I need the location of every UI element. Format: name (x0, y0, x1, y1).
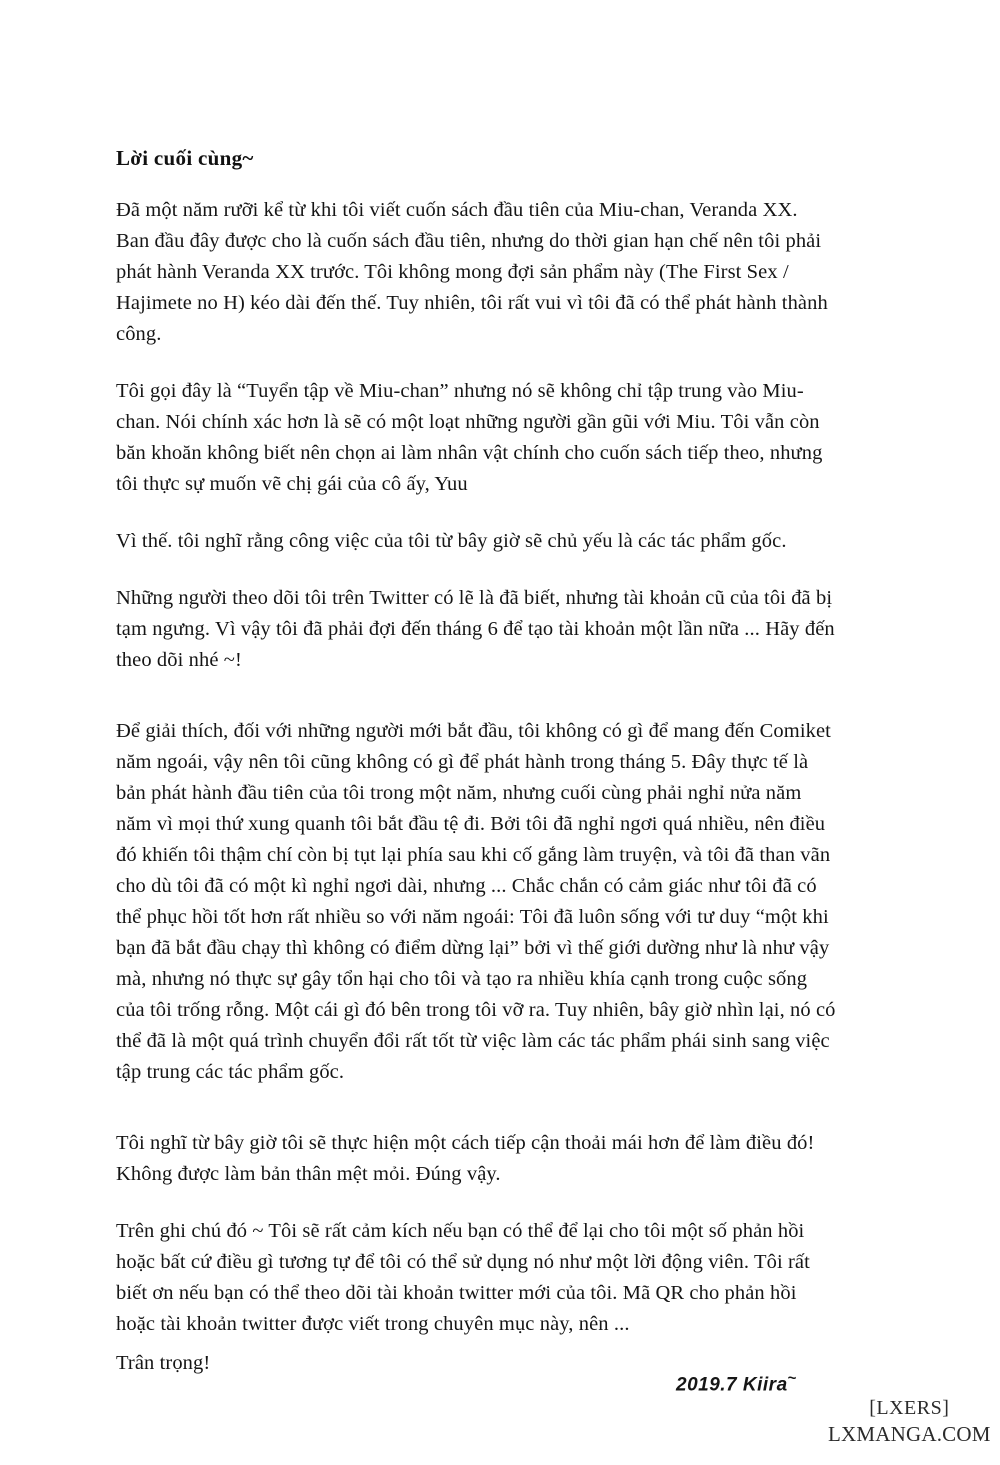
page-title: Lời cuối cùng~ (116, 146, 254, 170)
paragraph-4: Những người theo dõi tôi trên Twitter có lẽ là đã biết, nhưng tài khoản cũ của tôi đã bị tạm ngưng. Vì vậy tôi đã phải đợi đến tháng 6 để tạo tài khoản một lần nữa ... Hãy đến theo dõi nhé ~! (116, 587, 835, 671)
watermark-tag: [LXERS] (869, 1397, 950, 1419)
paragraph-3: Vì thế. tôi nghĩ rằng công việc của tôi từ bây giờ sẽ chủ yếu là các tác phẩm gốc. (116, 530, 787, 552)
watermark-domain: LXMANGA.COM (828, 1422, 991, 1446)
watermark (828, 1395, 991, 1448)
paragraph-5: Để giải thích, đối với những người mới bắt đầu, tôi không có gì để mang đến Comiket năm ngoái, vậy nên tôi cũng không có gì để phát hành trong tháng 5. Đây thực tế là bản phát hành đầu tiên của tôi trong một năm, nhưng cuối cùng phải nghỉ nửa năm năm vì mọi thứ xung quanh tôi bắt đầu tệ đi. Bởi tôi đã nghỉ ngơi quá nhiều, nên điều đó khiến tôi thậm chí còn bị tụt lại phía sau khi cố gắng làm truyện, và tôi đã than vãn cho dù tôi đã có một kì nghỉ ngơi dài, nhưng ... Chắc chắn có cảm giác như tôi đã có thể phục hồi tốt hơn rất nhiều so với năm ngoái: Tôi đã luôn sống với tư duy “một khi bạn đã bắt đầu chạy thì không có điểm dừng lại” bởi vì thế giới dường như là như vậy mà, nhưng nó thực sự gây tổn hại cho tôi và tạo ra nhiều khía cạnh trong cuộc sống của tôi trống rỗng. Một cái gì đó bên trong tôi vỡ ra. Tuy nhiên, bây giờ nhìn lại, nó có thể đã là một quá trình chuyển đổi rất tốt từ việc làm các tác phẩm phái sinh sang việc tập trung các tác phẩm gốc. (116, 720, 836, 1083)
paragraph-7: Trên ghi chú đó ~ Tôi sẽ rất cảm kích nếu bạn có thể để lại cho tôi một số phản hồi hoặc bất cứ điều gì tương tự để tôi có thể sử dụng nó như một lời động viên. Tôi rất biết ơn nếu bạn có thể theo dõi tài khoản twitter mới của tôi. Mã QR cho phản hồi hoặc tài khoản twitter được viết trong chuyên mục này, nên ... (116, 1220, 810, 1335)
signature-mark: ~ (787, 1370, 797, 1387)
paragraph-2: Tôi gọi đây là “Tuyển tập về Miu-chan” nhưng nó sẽ không chỉ tập trung vào Miu-chan. Nói chính xác hơn là sẽ có một loạt những người gần gũi với Miu. Tôi vẫn còn băn khoăn không biết nên chọn ai làm nhân vật chính cho cuốn sách tiếp theo, nhưng tôi thực sự muốn vẽ chị gái của cô ấy, Yuu (116, 380, 823, 495)
signature-date: 2019.7 (676, 1374, 738, 1396)
paragraph-8: Trân trọng! (116, 1352, 211, 1374)
signature-artist: Kiira (742, 1374, 788, 1396)
paragraph-6: Tôi nghĩ từ bây giờ tôi sẽ thực hiện một cách tiếp cận thoải mái hơn để làm điều đó! Không được làm bản thân mệt mỏi. Đúng vậy. (116, 1132, 815, 1185)
signature (676, 1370, 797, 1396)
paragraph-1: Đã một năm rưỡi kể từ khi tôi viết cuốn sách đầu tiên của Miu-chan, Veranda XX. Ban đầu đây được cho là cuốn sách đầu tiên, nhưng do thời gian hạn chế nên tôi phải phát hành Veranda XX trước. Tôi không mong đợi sản phẩm này (The First Sex / Hajimete no H) kéo dài đến thế. Tuy nhiên, tôi rất vui vì tôi đã có thể phát hành thành công. (116, 199, 828, 345)
afterword-body (116, 146, 836, 1405)
